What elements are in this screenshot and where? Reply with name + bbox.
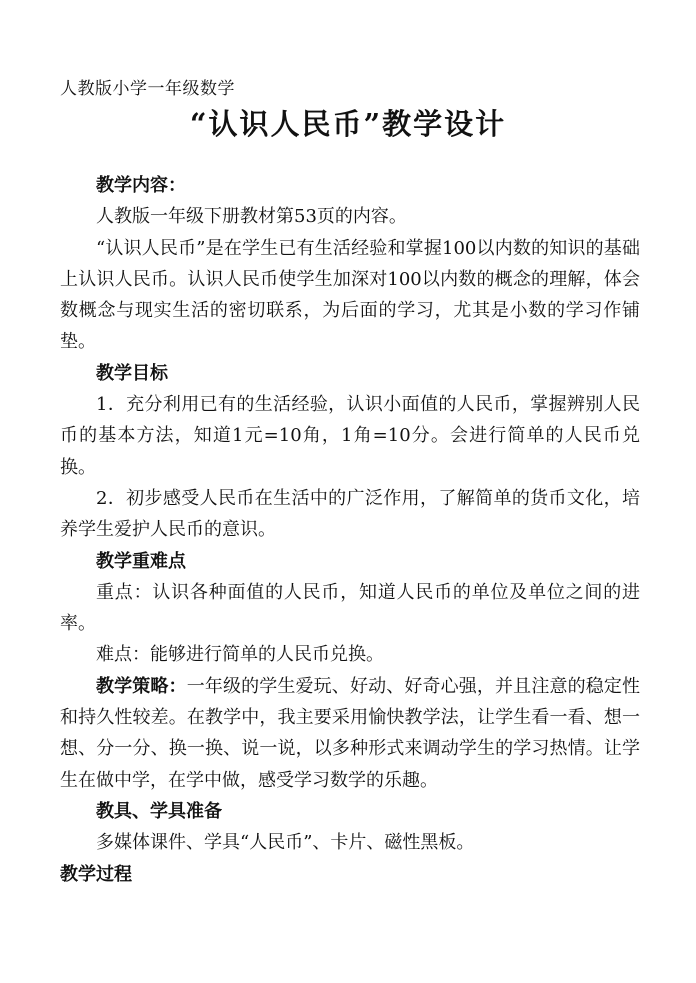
section-heading-goals: 教学目标	[96, 362, 168, 384]
key-point-paragraph: 重点：认识各种面值的人民币，知道人民币的单位及单位之间的进率。	[60, 581, 640, 635]
section-heading-content: 教学内容：	[96, 175, 186, 196]
difficult-point-paragraph: 难点：能够进行简单的人民币兑换。	[96, 644, 384, 666]
section-heading-key-points: 教学重难点	[96, 550, 186, 572]
strategy-text: 一年级的学生爱玩、好动、好奇心强，并且注意的稳定性和持久性较差。在教学中，我主要采用愉快教学法，让学生看一看、想一想、分一分、换一换、说一说，以多种形式来调动学生的学习热情。让学生在做中学，在学中做，感受学习数学的乐趣。	[60, 675, 641, 791]
goal-item-1: 1．充分利用已有的生活经验，认识小面值的人民币，掌握辨别人民币的基本方法，知道1元=10角，1角=10分。会进行简单的人民币兑换。	[60, 394, 640, 478]
content-paragraph-2: “认识人民币”是在学生已有生活经验和掌握100以内数的知识的基础上认识人民币。认识人民币使学生加深对100以内数的概念的理解，体会数概念与现实生活的密切联系，为后面的学习，尤其是小数的学习作铺垫。	[60, 237, 640, 353]
section-heading-process: 教学过程	[60, 863, 132, 885]
content-paragraph-1: 人教版一年级下册教材第53页的内容。	[96, 206, 407, 228]
strategy-label: 教学策略：	[96, 675, 187, 697]
goal-item-2: 2．初步感受人民币在生活中的广泛作用，了解简单的货币文化，培养学生爱护人民币的意识。	[60, 487, 640, 541]
strategy-paragraph	[60, 671, 640, 796]
header-label: 人教版小学一年级数学	[60, 79, 235, 99]
materials-paragraph: 多媒体课件、学具“人民币”、卡片、磁性黑板。	[96, 832, 475, 854]
document-title: “认识人民币”教学设计	[189, 107, 507, 141]
section-heading-materials: 教具、学具准备	[96, 800, 222, 822]
document-body	[60, 170, 640, 890]
